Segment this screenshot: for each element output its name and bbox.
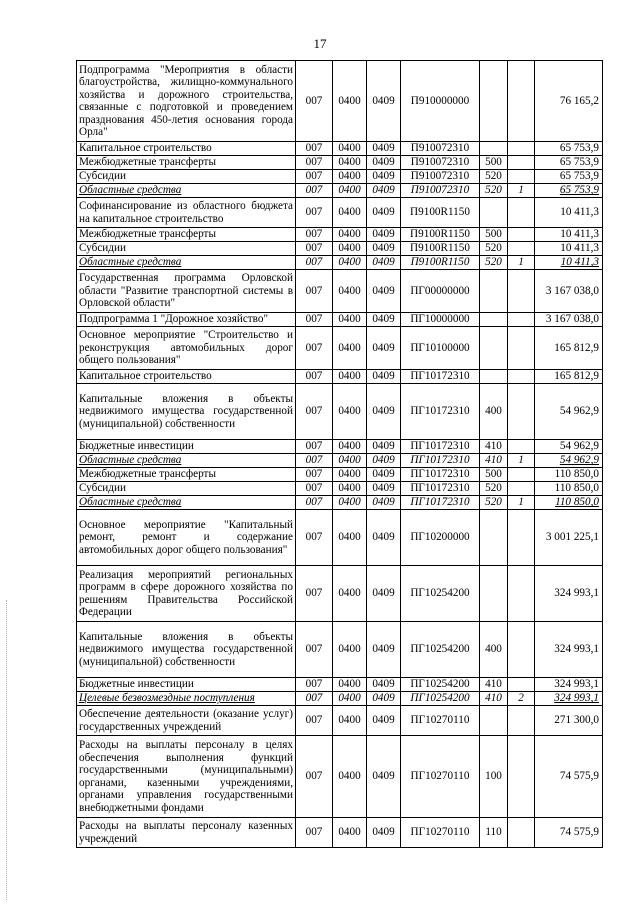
table-row [77, 270, 603, 313]
amount-cell: 10 411,3 [535, 228, 603, 242]
amount-cell: 3 167 038,0 [535, 270, 603, 313]
department-code-cell: 007 [296, 184, 333, 198]
amount-cell: 3 001 225,1 [535, 510, 603, 566]
department-code-cell: 007 [296, 384, 333, 440]
subsection-code-cell: 0409 [367, 61, 401, 142]
target-article-cell: П910000000 [401, 61, 480, 142]
subsection-code-cell: 0409 [367, 566, 401, 622]
funding-source-cell [508, 482, 535, 496]
amount-cell: 110 850,0 [535, 496, 603, 510]
expense-type-cell: 410 [480, 692, 508, 706]
funding-source-cell [508, 313, 535, 327]
expense-name-cell: Капитальные вложения в объекты недвижимого имущества государственной (муниципальной) собственности [77, 384, 296, 440]
expense-type-cell: 520 [480, 256, 508, 270]
department-code-cell: 007 [296, 706, 333, 736]
subsection-code-cell: 0409 [367, 170, 401, 184]
subsection-code-cell: 0409 [367, 510, 401, 566]
target-article-cell: ПГ10100000 [401, 327, 480, 370]
funding-source-cell: 1 [508, 256, 535, 270]
funding-source-cell [508, 736, 535, 818]
table-row [77, 384, 603, 440]
subsection-code-cell: 0409 [367, 256, 401, 270]
expense-type-cell: 500 [480, 228, 508, 242]
expense-name-cell: Областные средства [77, 454, 296, 468]
target-article-cell: П9100R1150 [401, 198, 480, 228]
department-code-cell: 007 [296, 678, 333, 692]
expense-type-cell [480, 327, 508, 370]
table-row [77, 242, 603, 256]
amount-cell: 165 812,9 [535, 370, 603, 384]
amount-cell: 65 753,9 [535, 142, 603, 156]
funding-source-cell [508, 440, 535, 454]
amount-cell: 76 165,2 [535, 61, 603, 142]
section-code-cell: 0400 [333, 156, 367, 170]
section-code-cell: 0400 [333, 454, 367, 468]
expense-type-cell: 500 [480, 156, 508, 170]
section-code-cell: 0400 [333, 510, 367, 566]
expense-name-cell: Субсидии [77, 170, 296, 184]
table-row [77, 228, 603, 242]
table-row [77, 496, 603, 510]
target-article-cell: ПГ10270110 [401, 818, 480, 848]
expense-type-cell: 410 [480, 440, 508, 454]
subsection-code-cell: 0409 [367, 156, 401, 170]
subsection-code-cell: 0409 [367, 327, 401, 370]
section-code-cell: 0400 [333, 692, 367, 706]
section-code-cell: 0400 [333, 566, 367, 622]
expense-type-cell: 520 [480, 184, 508, 198]
department-code-cell: 007 [296, 170, 333, 184]
table-row [77, 142, 603, 156]
amount-cell: 110 850,0 [535, 468, 603, 482]
expense-name-cell: Расходы на выплаты персоналу казенных учреждений [77, 818, 296, 848]
expense-name-cell: Основное мероприятие "Капитальный ремонт, ремонт и содержание автомобильных дорог общего пользования" [77, 510, 296, 566]
expense-name-cell: Бюджетные инвестиции [77, 440, 296, 454]
funding-source-cell [508, 706, 535, 736]
section-code-cell: 0400 [333, 706, 367, 736]
expense-name-cell: Межбюджетные трансферты [77, 468, 296, 482]
target-article-cell: ПГ10254200 [401, 622, 480, 678]
funding-source-cell [508, 170, 535, 184]
amount-cell: 65 753,9 [535, 156, 603, 170]
section-code-cell: 0400 [333, 327, 367, 370]
amount-cell: 324 993,1 [535, 622, 603, 678]
expense-name-cell: Основное мероприятие "Строительство и реконструкция автомобильных дорог общего пользования" [77, 327, 296, 370]
subsection-code-cell: 0409 [367, 384, 401, 440]
subsection-code-cell: 0409 [367, 678, 401, 692]
target-article-cell: П9100R1150 [401, 256, 480, 270]
subsection-code-cell: 0409 [367, 692, 401, 706]
funding-source-cell: 1 [508, 184, 535, 198]
target-article-cell: ПГ10254200 [401, 566, 480, 622]
expense-type-cell: 100 [480, 736, 508, 818]
amount-cell: 10 411,3 [535, 242, 603, 256]
expense-type-cell: 520 [480, 242, 508, 256]
table-row [77, 370, 603, 384]
department-code-cell: 007 [296, 142, 333, 156]
department-code-cell: 007 [296, 736, 333, 818]
expense-type-cell [480, 61, 508, 142]
target-article-cell: ПГ10172310 [401, 468, 480, 482]
expense-type-cell: 500 [480, 468, 508, 482]
table-row [77, 198, 603, 228]
subsection-code-cell: 0409 [367, 370, 401, 384]
subsection-code-cell: 0409 [367, 142, 401, 156]
table-row [77, 454, 603, 468]
subsection-code-cell: 0409 [367, 440, 401, 454]
amount-cell: 74 575,9 [535, 818, 603, 848]
table-row [77, 692, 603, 706]
target-article-cell: П910072310 [401, 142, 480, 156]
table-row [77, 313, 603, 327]
section-code-cell: 0400 [333, 622, 367, 678]
amount-cell: 65 753,9 [535, 184, 603, 198]
funding-source-cell [508, 818, 535, 848]
section-code-cell: 0400 [333, 256, 367, 270]
target-article-cell: ПГ00000000 [401, 270, 480, 313]
subsection-code-cell: 0409 [367, 313, 401, 327]
target-article-cell: П910072310 [401, 170, 480, 184]
section-code-cell: 0400 [333, 496, 367, 510]
expense-name-cell: Областные средства [77, 256, 296, 270]
target-article-cell: П910072310 [401, 184, 480, 198]
section-code-cell: 0400 [333, 370, 367, 384]
section-code-cell: 0400 [333, 384, 367, 440]
amount-cell: 54 962,9 [535, 454, 603, 468]
target-article-cell: ПГ10254200 [401, 678, 480, 692]
amount-cell: 54 962,9 [535, 440, 603, 454]
expense-name-cell: Подпрограмма "Мероприятия в области благоустройства, жилищно-коммунального хозяйства и дорожного строительства, связанные с подготовкой и проведением празднования 450-летия основания города Орла" [77, 61, 296, 142]
funding-source-cell [508, 622, 535, 678]
expense-type-cell: 520 [480, 482, 508, 496]
expense-name-cell: Расходы на выплаты персоналу в целях обеспечения выполнения функций государственными (муниципальными) органами, казенными учреждениями, органами управления государственными внебюджетными фондами [77, 736, 296, 818]
expense-name-cell: Капитальные вложения в объекты недвижимого имущества государственной (муниципальной) собственности [77, 622, 296, 678]
expense-type-cell [480, 706, 508, 736]
margin-binding-marks [6, 600, 8, 900]
table-row [77, 156, 603, 170]
page-number: 17 [313, 36, 327, 51]
funding-source-cell [508, 156, 535, 170]
expense-type-cell: 400 [480, 622, 508, 678]
table-row [77, 327, 603, 370]
table-row [77, 622, 603, 678]
budget-table [76, 60, 603, 848]
subsection-code-cell: 0409 [367, 270, 401, 313]
expense-type-cell: 110 [480, 818, 508, 848]
table-row [77, 706, 603, 736]
table-row [77, 736, 603, 818]
expense-type-cell [480, 142, 508, 156]
section-code-cell: 0400 [333, 184, 367, 198]
expense-name-cell: Бюджетные инвестиции [77, 678, 296, 692]
funding-source-cell: 2 [508, 692, 535, 706]
section-code-cell: 0400 [333, 242, 367, 256]
expense-type-cell [480, 198, 508, 228]
subsection-code-cell: 0409 [367, 482, 401, 496]
funding-source-cell [508, 142, 535, 156]
department-code-cell: 007 [296, 228, 333, 242]
section-code-cell: 0400 [333, 228, 367, 242]
table-row [77, 678, 603, 692]
section-code-cell: 0400 [333, 678, 367, 692]
section-code-cell: 0400 [333, 818, 367, 848]
expense-type-cell: 410 [480, 678, 508, 692]
section-code-cell: 0400 [333, 142, 367, 156]
department-code-cell: 007 [296, 242, 333, 256]
funding-source-cell [508, 468, 535, 482]
department-code-cell: 007 [296, 482, 333, 496]
funding-source-cell [508, 370, 535, 384]
department-code-cell: 007 [296, 510, 333, 566]
section-code-cell: 0400 [333, 468, 367, 482]
target-article-cell: ПГ10254200 [401, 692, 480, 706]
department-code-cell: 007 [296, 61, 333, 142]
section-code-cell: 0400 [333, 198, 367, 228]
table-row [77, 482, 603, 496]
amount-cell: 271 300,0 [535, 706, 603, 736]
funding-source-cell [508, 61, 535, 142]
department-code-cell: 007 [296, 313, 333, 327]
table-row [77, 256, 603, 270]
expense-type-cell [480, 510, 508, 566]
funding-source-cell [508, 384, 535, 440]
expense-name-cell: Софинансирование из областного бюджета на капитальное строительство [77, 198, 296, 228]
subsection-code-cell: 0409 [367, 818, 401, 848]
amount-cell: 324 993,1 [535, 566, 603, 622]
amount-cell: 324 993,1 [535, 678, 603, 692]
expense-name-cell: Субсидии [77, 242, 296, 256]
target-article-cell: ПГ10000000 [401, 313, 480, 327]
target-article-cell: П910072310 [401, 156, 480, 170]
table-row [77, 468, 603, 482]
section-code-cell: 0400 [333, 170, 367, 184]
expense-type-cell: 400 [480, 384, 508, 440]
subsection-code-cell: 0409 [367, 468, 401, 482]
subsection-code-cell: 0409 [367, 184, 401, 198]
table-row [77, 440, 603, 454]
department-code-cell: 007 [296, 692, 333, 706]
target-article-cell: П9100R1150 [401, 242, 480, 256]
section-code-cell: 0400 [333, 440, 367, 454]
department-code-cell: 007 [296, 327, 333, 370]
amount-cell: 65 753,9 [535, 170, 603, 184]
expense-name-cell: Целевые безвозмездные поступления [77, 692, 296, 706]
subsection-code-cell: 0409 [367, 496, 401, 510]
amount-cell: 10 411,3 [535, 198, 603, 228]
expense-type-cell: 410 [480, 454, 508, 468]
table-row [77, 184, 603, 198]
department-code-cell: 007 [296, 440, 333, 454]
expense-name-cell: Государственная программа Орловской области "Развитие транспортной системы в Орловской области" [77, 270, 296, 313]
subsection-code-cell: 0409 [367, 198, 401, 228]
amount-cell: 10 411,3 [535, 256, 603, 270]
expense-name-cell: Межбюджетные трансферты [77, 228, 296, 242]
expense-name-cell: Областные средства [77, 496, 296, 510]
table-row [77, 566, 603, 622]
department-code-cell: 007 [296, 270, 333, 313]
expense-type-cell [480, 566, 508, 622]
amount-cell: 324 993,1 [535, 692, 603, 706]
funding-source-cell [508, 242, 535, 256]
target-article-cell: ПГ10172310 [401, 496, 480, 510]
funding-source-cell [508, 678, 535, 692]
subsection-code-cell: 0409 [367, 228, 401, 242]
amount-cell: 110 850,0 [535, 482, 603, 496]
expense-name-cell: Капитальное строительство [77, 370, 296, 384]
department-code-cell: 007 [296, 818, 333, 848]
target-article-cell: ПГ10172310 [401, 384, 480, 440]
expense-type-cell [480, 270, 508, 313]
expense-name-cell: Реализация мероприятий региональных программ в сфере дорожного хозяйства по решениям Правительства Российской Федерации [77, 566, 296, 622]
expense-name-cell: Обеспечение деятельности (оказание услуг) государственных учреждений [77, 706, 296, 736]
subsection-code-cell: 0409 [367, 736, 401, 818]
department-code-cell: 007 [296, 496, 333, 510]
department-code-cell: 007 [296, 156, 333, 170]
expense-type-cell [480, 370, 508, 384]
expense-type-cell [480, 313, 508, 327]
target-article-cell: П9100R1150 [401, 228, 480, 242]
department-code-cell: 007 [296, 198, 333, 228]
amount-cell: 74 575,9 [535, 736, 603, 818]
amount-cell: 54 962,9 [535, 384, 603, 440]
subsection-code-cell: 0409 [367, 242, 401, 256]
funding-source-cell [508, 510, 535, 566]
expense-name-cell: Межбюджетные трансферты [77, 156, 296, 170]
target-article-cell: ПГ10172310 [401, 482, 480, 496]
section-code-cell: 0400 [333, 736, 367, 818]
department-code-cell: 007 [296, 622, 333, 678]
funding-source-cell [508, 270, 535, 313]
department-code-cell: 007 [296, 370, 333, 384]
section-code-cell: 0400 [333, 61, 367, 142]
expense-name-cell: Капитальное строительство [77, 142, 296, 156]
amount-cell: 165 812,9 [535, 327, 603, 370]
target-article-cell: ПГ10172310 [401, 440, 480, 454]
section-code-cell: 0400 [333, 482, 367, 496]
table-row [77, 170, 603, 184]
section-code-cell: 0400 [333, 313, 367, 327]
table-row [77, 61, 603, 142]
target-article-cell: ПГ10270110 [401, 706, 480, 736]
subsection-code-cell: 0409 [367, 622, 401, 678]
department-code-cell: 007 [296, 566, 333, 622]
funding-source-cell [508, 228, 535, 242]
expense-type-cell: 520 [480, 170, 508, 184]
department-code-cell: 007 [296, 468, 333, 482]
funding-source-cell [508, 198, 535, 228]
table-row [77, 818, 603, 848]
subsection-code-cell: 0409 [367, 454, 401, 468]
target-article-cell: ПГ10172310 [401, 454, 480, 468]
target-article-cell: ПГ10200000 [401, 510, 480, 566]
funding-source-cell [508, 327, 535, 370]
target-article-cell: ПГ10172310 [401, 370, 480, 384]
expense-name-cell: Субсидии [77, 482, 296, 496]
expense-name-cell: Областные средства [77, 184, 296, 198]
expense-type-cell: 520 [480, 496, 508, 510]
department-code-cell: 007 [296, 454, 333, 468]
expense-name-cell: Подпрограмма 1 "Дорожное хозяйство" [77, 313, 296, 327]
amount-cell: 3 167 038,0 [535, 313, 603, 327]
funding-source-cell: 1 [508, 496, 535, 510]
funding-source-cell [508, 566, 535, 622]
table-row [77, 510, 603, 566]
department-code-cell: 007 [296, 256, 333, 270]
target-article-cell: ПГ10270110 [401, 736, 480, 818]
section-code-cell: 0400 [333, 270, 367, 313]
subsection-code-cell: 0409 [367, 706, 401, 736]
funding-source-cell: 1 [508, 454, 535, 468]
